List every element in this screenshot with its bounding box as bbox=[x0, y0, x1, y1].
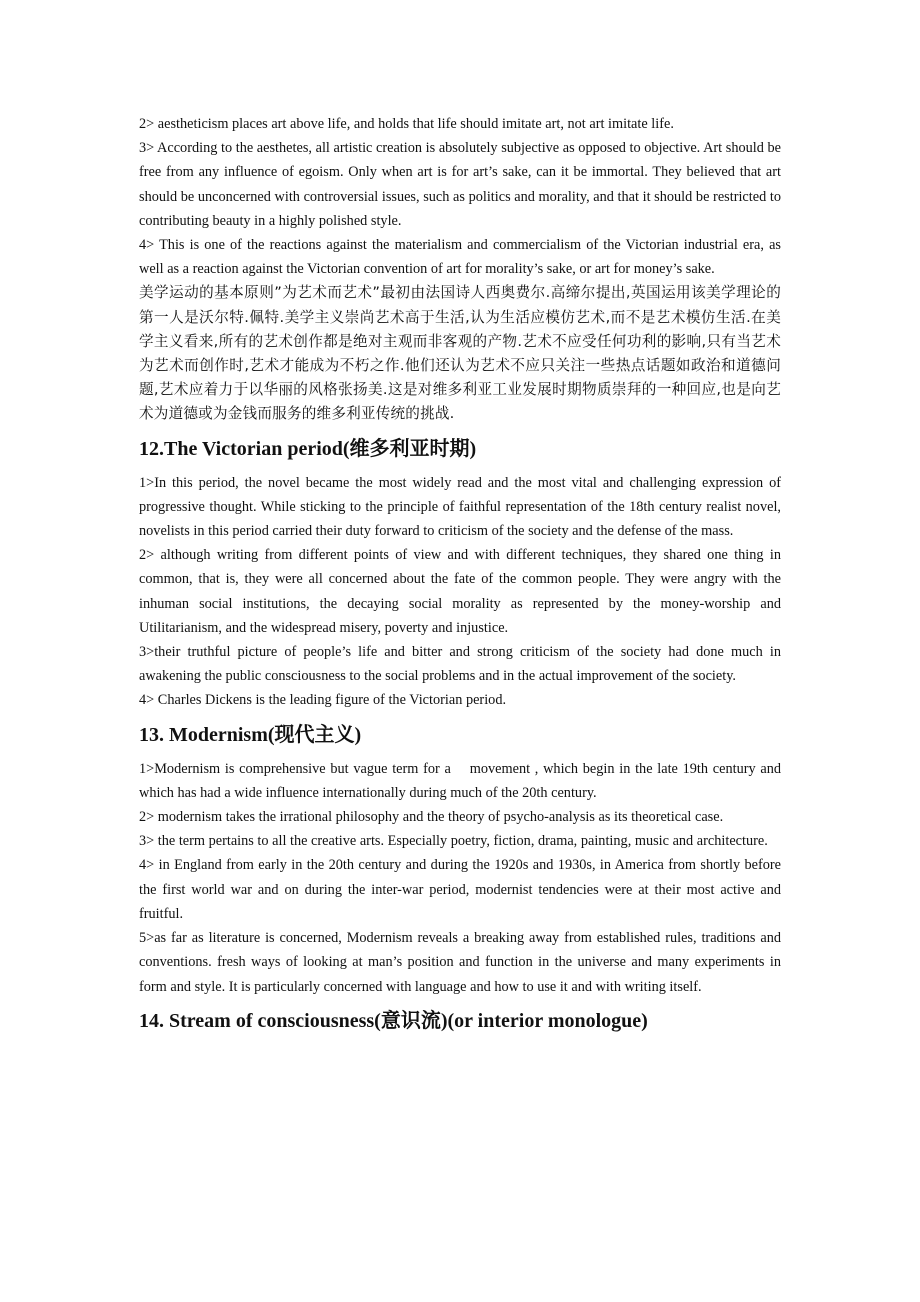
modernism-point-5: 5>as far as literature is concerned, Modernism reveals a breaking away from established rules, traditions and conventions. fresh ways of looking at man’s position and function in the universe and many experiments in form and style. It is particularly concerned with language and how to use it and with writing itself. bbox=[139, 930, 781, 995]
victorian-point-3: 3>their truthful picture of people’s life and bitter and strong criticism of the society had done much in awakening the public consciousness to the social problems and in the actual improvement of the society. bbox=[139, 644, 781, 685]
modernism-heading: 13. Modernism(现代主义) bbox=[139, 723, 362, 746]
modernism-point-2: 2> modernism takes the irrational philosophy and the theory of psycho-analysis as its theoretical case. bbox=[139, 809, 724, 826]
aestheticism-chinese-summary: 美学运动的基本原则”为艺术而艺术”最初由法国诗人西奥费尔.高缔尔提出,英国运用该美学理论的第一人是沃尔特.佩特.美学主义崇尚艺术高于生活,认为生活应模仿艺术,而不是艺术模仿生活.在美学主义看来,所有的艺术创作都是绝对主观而非客观的产物.艺术不应受任何功利的影响,只有当艺术为艺术而创作时,艺术才能成为不朽之作.他们还认为艺术不应只关注一些热点话题如政治和道德问题,艺术应着力于以华丽的风格张扬美.这是对维多利亚工业发展时期物质崇拜的一种回应,也是向艺术为道德或为金钱而服务的维多利亚传统的挑战. bbox=[139, 284, 781, 423]
victorian-period-heading: 12.The Victorian period(维多利亚时期) bbox=[139, 437, 477, 460]
victorian-point-1: 1>In this period, the novel became the most widely read and the most vital and challenging expression of progressive thought. While sticking to the principle of faithful representation of the 18th century realist novel, novelists in this period carried their duty forward to criticism of the society and the defense of the mass. bbox=[139, 474, 781, 540]
stream-of-consciousness-heading: 14. Stream of consciousness(意识流)(or interior monologue) bbox=[139, 1009, 648, 1032]
victorian-point-2: 2> although writing from different points of view and with different techniques, they shared one thing in common, that is, they were all concerned about the fate of the common people. They were angry with the inhuman social institutions, the decaying social morality as represented by the money-worship and Utilitarianism, and the widespread misery, poverty and injustice. bbox=[139, 547, 781, 636]
aestheticism-section bbox=[139, 112, 781, 427]
aestheticism-point-3: 3> According to the aesthetes, all artistic creation is absolutely subjective as opposed to objective. Art should be free from any influence of egoism. Only when art is for art’s sake, can it be immortal. They believed that art should be unconcerned with controversial issues, such as politics and morality, and that it should be restricted to contributing beauty in a highly polished style. bbox=[139, 140, 781, 229]
modernism-section bbox=[139, 757, 785, 999]
victorian-section bbox=[139, 471, 781, 713]
aestheticism-point-4: 4> This is one of the reactions against the materialism and commercialism of the Victorian industrial era, as well as a reaction against the Victorian convention of art for morality’s sake, or art for money’s sake. bbox=[139, 237, 781, 278]
document-page bbox=[139, 112, 785, 1035]
modernism-point-1: 1>Modernism is comprehensive but vague term for a movement , which begin in the late 19th century and which has had a wide influence internationally during much of the 20th century. bbox=[139, 760, 785, 801]
aestheticism-point-2: 2> aestheticism places art above life, and holds that life should imitate art, not art imitate life. bbox=[139, 116, 674, 132]
modernism-point-3: 3> the term pertains to all the creative arts. Especially poetry, fiction, drama, painting, music and architecture. bbox=[139, 833, 768, 850]
victorian-point-4: 4> Charles Dickens is the leading figure of the Victorian period. bbox=[139, 692, 507, 709]
modernism-point-4: 4> in England from early in the 20th century and during the 1920s and 1930s, in America from shortly before the first world war and on during the inter-war period, modernist tendencies were at their most active and fruitful. bbox=[139, 857, 781, 922]
